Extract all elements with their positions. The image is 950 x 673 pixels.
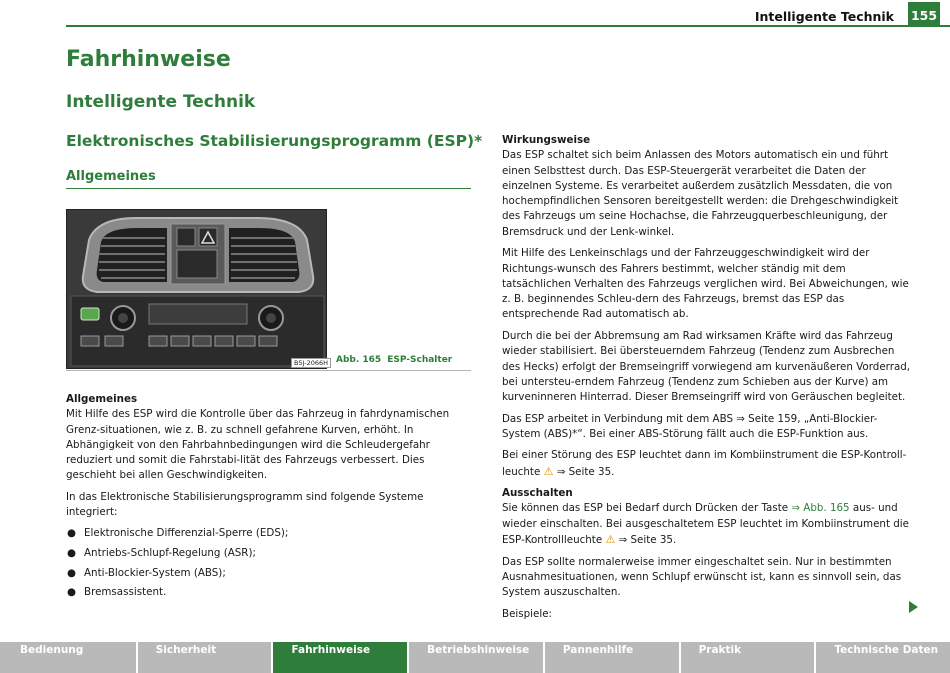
right-paragraph-7: Das ESP sollte normalerweise immer eingeschaltet sein. Nur in bestimmten Ausnahmesituationen, wenn Schlupf erwünscht ist, kann es sinnvoll sein, das System auszuschalten. [502, 555, 902, 599]
warning-lamp-icon: ⚠ [605, 533, 616, 547]
nav-tab-pannenhilfe[interactable]: Pannenhilfe [545, 642, 681, 673]
right-paragraph-4[interactable]: Das ESP arbeitet in Verbindung mit dem ABS ⇒ Seite 159, „Anti-Blockier-System (ABS)*“. Bei einer ABS-Störung fällt auch die ESP-Funktion aus. [502, 412, 878, 440]
bullet-icon: ● [67, 586, 76, 599]
right-paragraph-1: Das ESP schaltet sich beim Anlassen des Motors automatisch ein und führt einen Selbsttest durch. Das ESP-Steuergerät verarbeitet die Daten der einzelnen Systeme. Es verarbeitet außerdem zusätzlich Messdaten, die von hochempfindlichen Sensoren bereitgestellt werden: die Drehgeschwindigkeit des Fahrzeugs um seine Hochachse, die Fahrzeugquerbeschleunigung, der Bremsdruck und der Lenk-winkel. [502, 149, 899, 238]
left-column [66, 392, 471, 605]
dashboard-illustration [67, 210, 327, 369]
system-list [66, 526, 471, 600]
bullet-icon: ● [67, 547, 76, 560]
page-link[interactable]: ⇒ Seite 35. [618, 534, 677, 547]
list-item: ● Elektronische Differenzial-Sperre (EDS); [66, 526, 471, 541]
nav-tab-betriebshinweise[interactable]: Betriebshinweise [409, 642, 545, 673]
figure-link[interactable]: ⇒ Abb. 165 [791, 502, 850, 515]
right-paragraph-3: Durch die bei der Abbremsung am Rad wirksamen Kräfte wird das Fahrzeug wieder stabilisiert. Bei übersteuerndem Fahrzeug (Tendenz zum Ausbrechen des Hecks) erfolgt der Bremseingriff vorwiegend am kurvenäußeren Vorderrad, bei untersteu-erndem Fahrzeug (Tendenz zum Schieben aus der Kurve) am kurveninneren Hinterrad. Dieser Bremseingriff wird von Geräuschen begleitet. [502, 329, 911, 404]
right-paragraph-5: Bei einer Störung des ESP leuchtet dann im Kombiinstrument die ESP-Kontroll-leuchte ⚠ ⇒ Seite 35. [502, 449, 907, 478]
right-column [502, 133, 912, 628]
figure-rule [66, 370, 471, 371]
left-paragraph-2: In das Elektronische Stabilisierungsprogramm sind folgende Systeme integriert: [66, 490, 424, 519]
list-item: ● Bremsassistent. [66, 585, 471, 600]
nav-tab-bedienung[interactable]: Bedienung [0, 642, 138, 673]
bullet-icon: ● [67, 566, 76, 579]
nav-tab-praktik[interactable]: Praktik [681, 642, 817, 673]
topic-rule [66, 188, 471, 189]
figure-caption [336, 355, 452, 365]
warning-lamp-icon: ⚠ [543, 464, 554, 478]
right-paragraph-6: Sie können das ESP bei Bedarf durch Drücken der Taste ⇒ Abb. 165 aus- und wieder einschalten. Bei ausgeschaltetem ESP leuchtet im Kombiinstrument die ESP-Kontrollleuchte ⚠ ⇒ Seite 35. [502, 502, 909, 547]
section-title: Intelligente Technik [66, 92, 256, 112]
topic-title: Allgemeines [66, 169, 156, 184]
running-header: Intelligente Technik [754, 9, 894, 24]
list-item: ● Anti-Blockier-System (ABS); [66, 566, 471, 581]
heading-wirkungsweise: Wirkungsweise [502, 134, 591, 146]
right-paragraph-8: Beispiele: [502, 607, 553, 620]
nav-tab-fahrhinweise[interactable]: Fahrhinweise [273, 642, 409, 673]
subsection-title: Elektronisches Stabilisierungsprogramm (ESP)* [66, 132, 483, 150]
nav-tab-sicherheit[interactable]: Sicherheit [138, 642, 274, 673]
left-paragraph-1: Mit Hilfe des ESP wird die Kontrolle über das Fahrzeug in fahrdynamischen Grenz-situationen, wie z. B. zu schnell gefahrene Kurven, erhöht. In Abhängigkeit von den Fahrbahnbedingungen wird die Schleudergefahr reduziert und somit die Fahrstabi-lität des Fahrzeugs verbessert. Dies geschieht bei allen Geschwindigkeiten. [66, 408, 450, 482]
figure-code: B5J-2066H [291, 358, 331, 368]
bullet-icon: ● [67, 527, 76, 540]
left-heading: Allgemeines [66, 393, 138, 405]
figure-name: ESP-Schalter [387, 355, 453, 365]
chapter-title: Fahrhinweise [66, 47, 231, 72]
chapter-nav [0, 642, 950, 673]
list-item: ● Antriebs-Schlupf-Regelung (ASR); [66, 546, 471, 561]
page-number: 155 [908, 2, 940, 27]
nav-tab-technische-daten[interactable]: Technische Daten [816, 642, 950, 673]
right-paragraph-2: Mit Hilfe des Lenkeinschlags und der Fahrzeuggeschwindigkeit wird der Richtungs-wunsch des Fahrers bestimmt, welcher ständig mit dem tatsächlichen Verhalten des Fahrzeugs verglichen wird. Bei Abweichungen, wie z. B. beginnendes Schleu-dern des Fahrzeugs, bremst das ESP das entsprechende Rad automatisch ab. [502, 247, 909, 321]
heading-ausschalten: Ausschalten [502, 487, 573, 500]
esp-switch-figure [66, 209, 327, 369]
page-link[interactable]: ⇒ Seite 35. [556, 465, 615, 478]
figure-number: Abb. 165 [336, 355, 382, 365]
next-page-arrow-icon[interactable] [909, 601, 918, 613]
header-rule [66, 25, 950, 27]
